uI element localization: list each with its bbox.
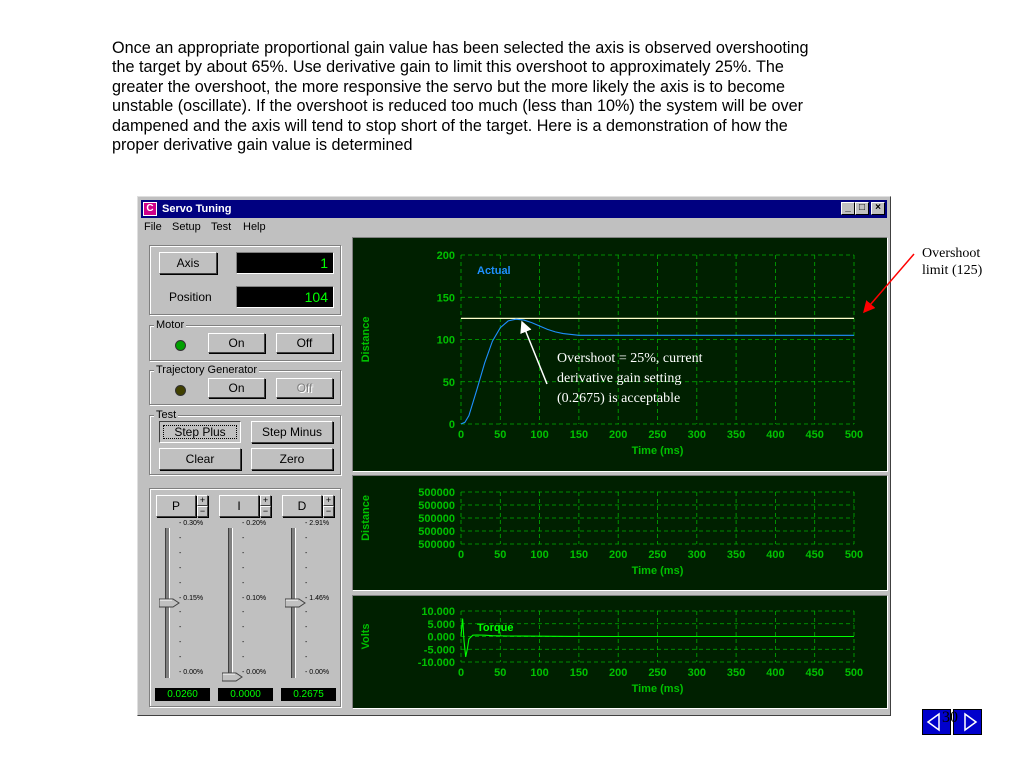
x-tick-label: 50	[494, 667, 507, 679]
window-title: Servo Tuning	[162, 203, 232, 215]
x-tick-label: 250	[648, 667, 667, 679]
y-tick-label: 10.000	[421, 606, 455, 618]
intro-line: proper derivative gain value is determined	[112, 136, 413, 155]
slider-tick: -	[179, 654, 182, 662]
right-arrow-icon	[954, 710, 981, 734]
step-plus-label: Step Plus	[174, 425, 226, 439]
gain-value-display: 0.0000	[218, 688, 273, 701]
trajectory-off-button[interactable]: Off	[276, 378, 333, 398]
motor-group-label: Motor	[156, 319, 185, 331]
x-tick-label: 250	[648, 429, 667, 441]
y-tick-label: 0	[448, 419, 455, 431]
motor-on-button[interactable]: On	[208, 333, 265, 353]
intro-line: dampened and the axis will tend to stop short of the target. Here is a demonstration of how the	[112, 116, 788, 135]
slider-tick: -	[242, 579, 245, 587]
close-button[interactable]: ×	[871, 202, 885, 215]
white-arrow	[522, 322, 547, 384]
gain-increase-button[interactable]: +	[323, 495, 334, 506]
y-tick-label: 500000	[418, 500, 455, 512]
gain-p-button[interactable]: P	[156, 495, 196, 517]
slider-tick: - 0.10%	[242, 594, 267, 602]
gain-increase-button[interactable]: +	[260, 495, 271, 506]
slider-tick: - 0.15%	[179, 594, 204, 602]
x-tick-label: 100	[530, 667, 549, 679]
gain-d-button[interactable]: D	[282, 495, 322, 517]
x-tick-label: 200	[609, 667, 628, 679]
gain-decrease-button[interactable]: −	[197, 506, 208, 517]
menu-file[interactable]: File	[144, 221, 162, 233]
y-tick-label: -5.000	[423, 644, 455, 657]
slider-tick: -	[179, 639, 182, 647]
slider-tick: -	[242, 654, 245, 662]
y-tick-label: -10.000	[417, 657, 455, 669]
note-line: limit (125)	[922, 263, 983, 278]
y-tick-label: 5.000	[427, 618, 455, 631]
slider-tick: -	[179, 609, 182, 617]
x-tick-label: 150	[569, 667, 589, 679]
step-minus-button[interactable]: Step Minus	[251, 421, 333, 443]
y-tick-label: 150	[436, 292, 455, 305]
x-tick-label: 100	[530, 549, 549, 561]
axis-button[interactable]: Axis	[159, 252, 217, 274]
y-tick-label: 500000	[418, 513, 455, 525]
annotation-line: derivative gain setting	[557, 371, 682, 386]
note-line: Overshoot	[922, 246, 981, 261]
intro-line: greater the overshoot, the more responsive the servo but the more likely the axis is to become	[112, 77, 786, 96]
slider-tick: - 0.20%	[242, 520, 267, 527]
x-tick-label: 500	[844, 429, 864, 441]
app-icon: C	[143, 202, 157, 216]
intro-line: the target by about 65%. Use derivative gain to limit this overshoot to approximately 25%. The	[112, 58, 784, 77]
x-tick-label: 100	[530, 429, 549, 441]
gain-i-button[interactable]: I	[219, 495, 259, 517]
position-label: Position	[169, 290, 212, 304]
y-tick-label: 100	[436, 334, 455, 347]
x-tick-label: 50	[494, 549, 507, 561]
series-label: Actual	[477, 265, 511, 277]
slider-tick: -	[305, 579, 308, 587]
x-tick-label: 400	[766, 667, 785, 679]
slider-tick: -	[242, 624, 245, 632]
y-tick-label: 500000	[418, 539, 455, 551]
x-tick-label: 500	[844, 549, 864, 561]
gain-increase-button[interactable]: +	[197, 495, 208, 506]
axis-display: 1	[236, 252, 334, 274]
x-tick-label: 250	[648, 549, 667, 561]
red-arrow	[864, 254, 914, 312]
slider-tick: - 0.30%	[179, 520, 204, 527]
slider-tick: -	[242, 639, 245, 647]
slider-tick: -	[305, 624, 308, 632]
zero-button[interactable]: Zero	[251, 448, 333, 470]
position-display: 104	[236, 286, 334, 308]
x-tick-label: 150	[569, 549, 589, 561]
y-tick-label: 500000	[418, 487, 455, 499]
slider-tick: - 0.00%	[305, 669, 330, 676]
slider-tick: -	[179, 564, 182, 572]
slider-tick: -	[179, 549, 182, 557]
slider-tick: -	[305, 609, 308, 617]
x-tick-label: 450	[805, 549, 824, 561]
x-tick-label: 500	[844, 667, 864, 679]
x-tick-label: 0	[457, 667, 465, 679]
slider-tick: -	[305, 534, 308, 542]
x-tick-label: 450	[805, 667, 824, 679]
slider-tick: -	[242, 609, 245, 617]
x-tick-label: 400	[766, 549, 785, 561]
slider-tick: -	[305, 564, 308, 572]
menu-setup[interactable]: Setup	[172, 221, 201, 233]
x-tick-label: 200	[609, 429, 628, 441]
trajectory-group-label: Trajectory Generator	[156, 364, 258, 376]
series-label: Torque	[477, 622, 514, 634]
slider-tick: -	[179, 579, 182, 587]
maximize-button[interactable]: □	[855, 202, 869, 215]
x-tick-label: 300	[687, 549, 706, 561]
gain-value-display: 0.2675	[281, 688, 336, 701]
page-number: 30	[942, 709, 958, 726]
gain-decrease-button[interactable]: −	[323, 506, 334, 517]
slider-tick: -	[305, 639, 308, 647]
x-tick-label: 300	[687, 429, 706, 441]
menu-help[interactable]: Help	[243, 221, 266, 233]
slider-tick: -	[305, 549, 308, 557]
menu-test[interactable]: Test	[211, 221, 232, 233]
y-axis-label: Distance	[360, 316, 372, 363]
y-tick-label: 0.000	[427, 631, 455, 644]
test-group-label: Test	[156, 409, 177, 421]
slider-tick: - 2.91%	[305, 520, 330, 527]
slider-tick: -	[242, 549, 245, 557]
x-tick-label: 0	[457, 549, 465, 561]
intro-line: unstable (oscillate). If the overshoot is reduced too much (less than 10%) the system will be over	[112, 97, 803, 116]
slider-tick: - 1.46%	[305, 594, 330, 602]
x-tick-label: 400	[766, 429, 785, 441]
minimize-button[interactable]: _	[841, 202, 855, 215]
intro-line: Once an appropriate proportional gain value has been selected the axis is observed overshooting	[112, 39, 809, 57]
y-tick-label: 200	[436, 250, 455, 262]
y-tick-label: 500000	[418, 526, 455, 538]
x-tick-label: 300	[687, 667, 706, 679]
annotation-line: (0.2675) is acceptable	[557, 391, 681, 406]
x-tick-label: 150	[569, 429, 589, 441]
slider-tick: - 0.00%	[242, 669, 267, 676]
trajectory-on-button[interactable]: On	[208, 378, 265, 398]
x-tick-label: 350	[726, 549, 746, 561]
x-tick-label: 350	[726, 667, 746, 679]
x-tick-label: 450	[805, 429, 824, 441]
y-tick-label: 50	[442, 376, 455, 389]
slider-tick: -	[305, 654, 308, 662]
x-axis-label: Time (ms)	[631, 445, 684, 457]
clear-button[interactable]: Clear	[159, 448, 241, 470]
x-axis-label: Time (ms)	[631, 565, 684, 577]
x-tick-label: 200	[609, 549, 628, 561]
motor-off-button[interactable]: Off	[276, 333, 333, 353]
x-tick-label: 0	[457, 429, 465, 441]
slider-tick: -	[242, 564, 245, 572]
y-axis-label: Distance	[360, 495, 372, 541]
slider-tick: -	[242, 534, 245, 542]
x-axis-label: Time (ms)	[631, 683, 684, 695]
annotation-line: Overshoot = 25%, current	[557, 351, 703, 366]
slider-tick: -	[179, 624, 182, 632]
x-tick-label: 50	[494, 429, 507, 441]
gain-value-display: 0.0260	[155, 688, 210, 701]
slider-tick: -	[179, 534, 182, 542]
x-tick-label: 350	[726, 429, 746, 441]
gain-decrease-button[interactable]: −	[260, 506, 271, 517]
slider-tick: - 0.00%	[179, 669, 204, 676]
y-axis-label: Volts	[360, 623, 372, 650]
